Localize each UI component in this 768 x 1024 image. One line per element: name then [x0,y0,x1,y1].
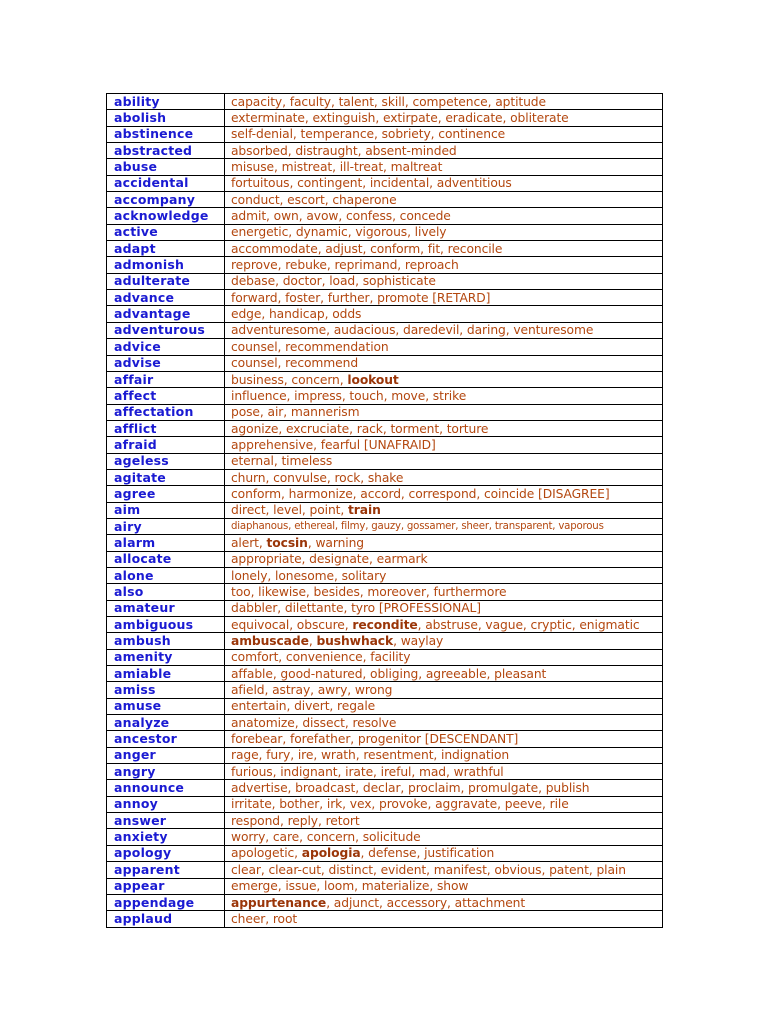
entry-row [107,845,663,861]
synonyms-cell [225,878,663,894]
synonym-text: afield, astray, awry, wrong [231,683,393,698]
synonym-text: entertain, divert, regale [231,699,376,714]
headword: agree [107,486,225,502]
synonym-emphasis: train [348,503,381,518]
headword: advance [107,290,225,306]
synonym-text: forebear, forefather, progenitor [DESCENDANT] [231,732,519,747]
synonym-text: advertise, broadcast, declar, proclaim, promulgate, publish [231,781,590,796]
synonyms-cell [225,845,663,861]
headword: answer [107,813,225,829]
entry-row [107,94,663,110]
synonym-text: agonize, excruciate, rack, torment, torture [231,421,489,436]
entry-row [107,911,663,927]
synonym-text: counsel, recommendation [231,339,389,354]
synonym-emphasis: appurtenance [231,895,327,910]
headword: affectation [107,404,225,420]
headword: advice [107,339,225,355]
entry-row [107,633,663,649]
synonyms-cell [225,453,663,469]
thesaurus-rows [107,94,663,928]
synonyms-cell [225,486,663,502]
entry-row [107,502,663,518]
entry-row [107,306,663,322]
headword: analyze [107,715,225,731]
entry-row [107,829,663,845]
headword: airy [107,518,225,534]
synonym-text: diaphanous, ethereal, filmy, gauzy, gossamer, sheer, transparent, vaporous [231,520,604,532]
headword: annoy [107,796,225,812]
synonyms-cell [225,355,663,371]
synonyms-cell [225,584,663,600]
entry-row [107,175,663,191]
synonym-text: debase, doctor, load, sophisticate [231,274,436,289]
synonym-text: self-denial, temperance, sobriety, continence [231,127,506,142]
headword: affair [107,371,225,387]
synonym-text: too, likewise, besides, moreover, furthermore [231,584,507,599]
entry-row [107,551,663,567]
entry-row [107,273,663,289]
entry-row [107,404,663,420]
entry-row [107,747,663,763]
entry-row [107,224,663,240]
synonym-text: fortuitous, contingent, incidental, adventitious [231,176,512,191]
headword: alone [107,567,225,583]
headword: acknowledge [107,208,225,224]
synonyms-cell [225,241,663,257]
headword: appendage [107,894,225,910]
entry-row [107,420,663,436]
headword: alarm [107,535,225,551]
synonym-text: conform, harmonize, accord, correspond, coincide [DISAGREE] [231,486,610,501]
headword: ability [107,94,225,110]
entry-row [107,862,663,878]
synonyms-cell [225,666,663,682]
synonyms-cell [225,388,663,404]
headword: angry [107,764,225,780]
synonym-text: capacity, faculty, talent, skill, competence, aptitude [231,94,546,109]
synonyms-cell [225,894,663,910]
entry-row [107,371,663,387]
synonyms-cell [225,192,663,208]
synonym-text: apprehensive, fearful [UNAFRAID] [231,437,436,452]
headword: afflict [107,420,225,436]
synonyms-cell [225,110,663,126]
entry-row [107,649,663,665]
synonyms-cell [225,224,663,240]
synonym-text: , adjunct, accessory, attachment [326,895,526,910]
entry-row [107,600,663,616]
synonyms-cell [225,813,663,829]
synonym-text: equivocal, obscure, [231,617,353,632]
synonym-text: , abstruse, vague, cryptic, enigmatic [417,617,640,632]
synonyms-cell [225,339,663,355]
synonyms-cell [225,518,663,534]
headword: affect [107,388,225,404]
entry-row [107,437,663,453]
entry-row [107,764,663,780]
synonym-text: furious, indignant, irate, ireful, mad, wrathful [231,764,504,779]
synonym-text: lonely, lonesome, solitary [231,568,387,583]
headword: also [107,584,225,600]
synonym-text: direct, level, point, [231,503,349,518]
synonym-text: misuse, mistreat, ill-treat, maltreat [231,160,443,175]
entry-row [107,241,663,257]
entry-row [107,388,663,404]
synonym-text: comfort, convenience, facility [231,650,411,665]
headword: applaud [107,911,225,927]
headword: anxiety [107,829,225,845]
synonym-text: adventuresome, audacious, daredevil, daring, venturesome [231,323,594,338]
entry-row [107,796,663,812]
synonym-emphasis: apologia [301,846,361,861]
headword: apparent [107,862,225,878]
headword: admonish [107,257,225,273]
entry-row [107,453,663,469]
headword: amuse [107,698,225,714]
synonym-text: conduct, escort, chaperone [231,192,397,207]
synonyms-cell [225,649,663,665]
synonyms-cell [225,862,663,878]
headword: abolish [107,110,225,126]
synonyms-cell [225,175,663,191]
headword: aim [107,502,225,518]
synonyms-cell [225,306,663,322]
headword: apology [107,845,225,861]
headword: amenity [107,649,225,665]
synonyms-cell [225,257,663,273]
headword: active [107,224,225,240]
synonym-text: worry, care, concern, solicitude [231,830,421,845]
entry-row [107,666,663,682]
synonym-text: clear, clear-cut, distinct, evident, manifest, obvious, patent, plain [231,862,626,877]
entry-row [107,617,663,633]
synonyms-cell [225,94,663,110]
thesaurus-table [106,93,663,928]
headword: advise [107,355,225,371]
entry-row [107,715,663,731]
entry-row [107,780,663,796]
headword: accidental [107,175,225,191]
headword: amateur [107,600,225,616]
synonym-text: influence, impress, touch, move, strike [231,388,467,403]
headword: abstracted [107,143,225,159]
entry-row [107,878,663,894]
synonyms-cell [225,731,663,747]
headword: accompany [107,192,225,208]
synonyms-cell [225,469,663,485]
synonyms-cell [225,502,663,518]
synonyms-cell [225,159,663,175]
synonym-emphasis: lookout [347,372,399,387]
headword: anger [107,747,225,763]
synonyms-cell [225,796,663,812]
synonyms-cell [225,780,663,796]
headword: allocate [107,551,225,567]
synonyms-cell [225,911,663,927]
synonym-emphasis: ambuscade [231,634,309,649]
entry-row [107,126,663,142]
entry-row [107,143,663,159]
synonyms-cell [225,126,663,142]
entry-row [107,584,663,600]
synonym-text: forward, foster, further, promote [RETARD] [231,290,491,305]
synonym-emphasis: recondite [352,617,418,632]
entry-row [107,486,663,502]
synonym-text: emerge, issue, loom, materialize, show [231,879,469,894]
entry-row [107,698,663,714]
synonyms-cell [225,617,663,633]
headword: ambiguous [107,617,225,633]
synonyms-cell [225,437,663,453]
synonym-text: , [308,634,317,649]
synonyms-cell [225,535,663,551]
synonym-text: alert, [231,535,267,550]
entry-row [107,518,663,534]
synonym-text: churn, convulse, rock, shake [231,470,404,485]
entry-row [107,682,663,698]
synonyms-cell [225,633,663,649]
headword: agitate [107,469,225,485]
synonym-text: respond, reply, retort [231,813,360,828]
synonym-text: irritate, bother, irk, vex, provoke, aggravate, peeve, rile [231,797,569,812]
synonym-text: exterminate, extinguish, extirpate, eradicate, obliterate [231,111,569,126]
synonyms-cell [225,273,663,289]
synonyms-cell [225,404,663,420]
synonyms-cell [225,829,663,845]
headword: afraid [107,437,225,453]
synonyms-cell [225,208,663,224]
synonyms-cell [225,322,663,338]
synonym-text: appropriate, designate, earmark [231,552,428,567]
synonym-text: cheer, root [231,911,298,926]
synonym-emphasis: bushwhack [316,634,394,649]
headword: adventurous [107,322,225,338]
synonym-text: business, concern, [231,372,348,387]
entry-row [107,208,663,224]
synonym-text: affable, good-natured, obliging, agreeable, pleasant [231,666,547,681]
synonyms-cell [225,551,663,567]
entry-row [107,110,663,126]
headword: abuse [107,159,225,175]
synonyms-cell [225,371,663,387]
entry-row [107,813,663,829]
synonyms-cell [225,290,663,306]
headword: amiss [107,682,225,698]
synonyms-cell [225,764,663,780]
synonym-text: reprove, rebuke, reprimand, reproach [231,258,459,273]
headword: ageless [107,453,225,469]
synonyms-cell [225,698,663,714]
entry-row [107,322,663,338]
synonym-text: eternal, timeless [231,454,333,469]
synonym-text: edge, handicap, odds [231,307,362,322]
synonym-text: dabbler, dilettante, tyro [PROFESSIONAL] [231,601,481,616]
synonyms-cell [225,420,663,436]
synonym-text: apologetic, [231,846,302,861]
headword: adapt [107,241,225,257]
headword: amiable [107,666,225,682]
synonym-text: pose, air, mannerism [231,405,360,420]
synonym-text: energetic, dynamic, vigorous, lively [231,225,447,240]
entry-row [107,567,663,583]
synonym-text: , defense, justification [360,846,495,861]
headword: abstinence [107,126,225,142]
headword: ancestor [107,731,225,747]
synonym-text: , warning [307,535,364,550]
entry-row [107,192,663,208]
entry-row [107,339,663,355]
synonyms-cell [225,747,663,763]
synonym-text: absorbed, distraught, absent-minded [231,143,457,158]
synonym-text: admit, own, avow, confess, concede [231,209,451,224]
entry-row [107,159,663,175]
headword: appear [107,878,225,894]
synonym-emphasis: tocsin [266,535,308,550]
headword: ambush [107,633,225,649]
headword: adulterate [107,273,225,289]
synonym-text: anatomize, dissect, resolve [231,715,397,730]
entry-row [107,290,663,306]
synonym-text: , waylay [393,634,444,649]
synonyms-cell [225,715,663,731]
entry-row [107,535,663,551]
synonym-text: accommodate, adjust, conform, fit, reconcile [231,241,503,256]
synonyms-cell [225,143,663,159]
entry-row [107,355,663,371]
headword: advantage [107,306,225,322]
entry-row [107,731,663,747]
entry-row [107,469,663,485]
synonyms-cell [225,682,663,698]
entry-row [107,894,663,910]
synonym-text: rage, fury, ire, wrath, resentment, indignation [231,748,510,763]
synonym-text: counsel, recommend [231,356,359,371]
synonyms-cell [225,567,663,583]
entry-row [107,257,663,273]
headword: announce [107,780,225,796]
synonyms-cell [225,600,663,616]
